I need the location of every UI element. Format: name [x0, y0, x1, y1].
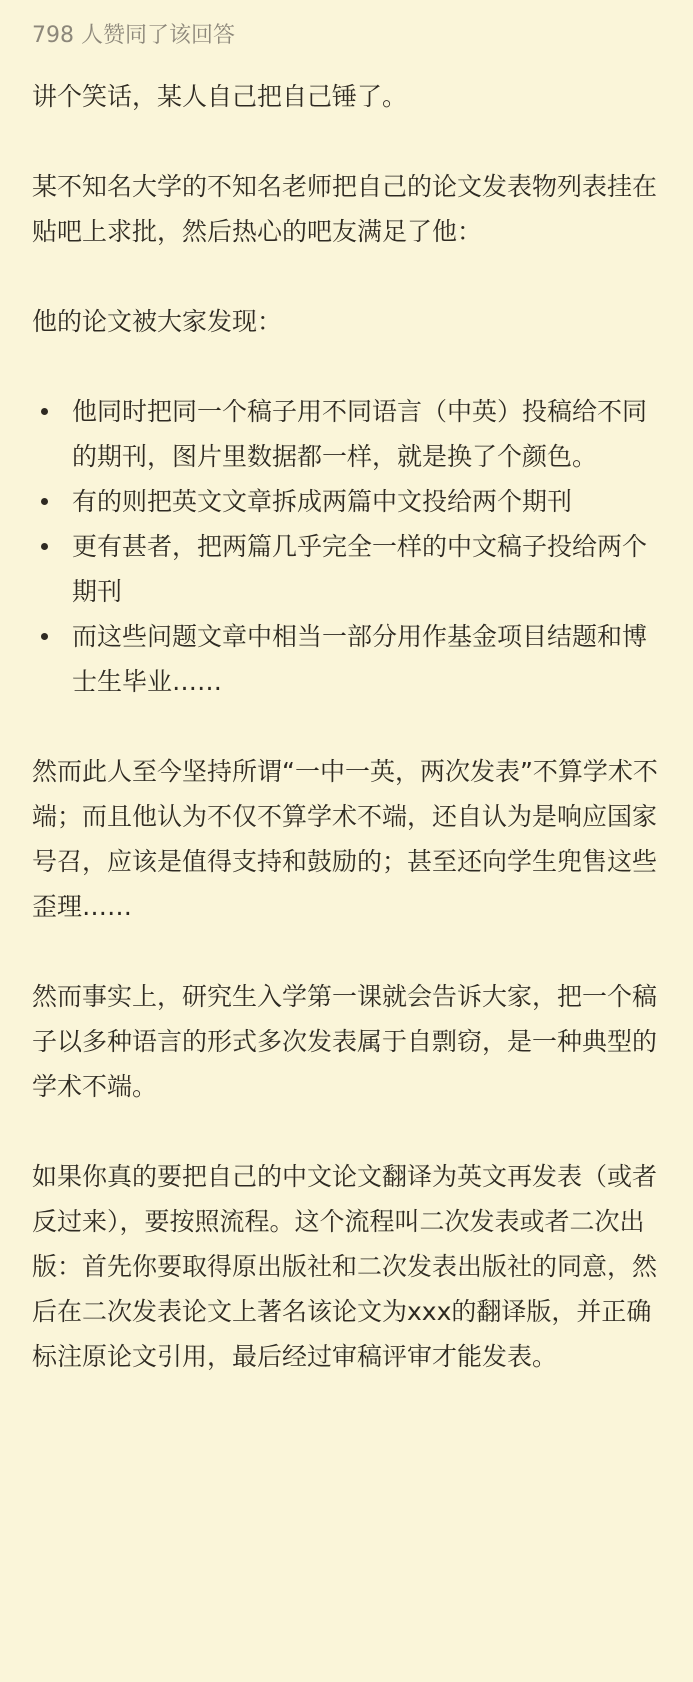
paragraph-context: 某不知名大学的不知名老师把自己的论文发表物列表挂在贴吧上求批，然后热心的吧友满足了他： [32, 172, 658, 246]
bullet-dot-icon [41, 408, 48, 415]
upvote-count: 798 人赞同了该回答 [32, 23, 235, 48]
list-item-text: 有的则把英文文章拆成两篇中文投给两个期刊 [72, 487, 573, 516]
list-item [32, 614, 665, 704]
paragraph-findings-lead: 他的论文被大家发现： [32, 307, 283, 336]
bullet-dot-icon [41, 498, 48, 505]
list-item-text: 而这些问题文章中相当一部分用作基金项目结题和博士生毕业…… [72, 622, 648, 696]
list-item [32, 524, 665, 614]
findings-list [32, 389, 665, 704]
list-item-text: 更有甚者，把两篇几乎完全一样的中文稿子投给两个期刊 [72, 532, 648, 606]
bullet-dot-icon [41, 543, 48, 550]
list-item [32, 389, 665, 479]
paragraph-procedure: 如果你真的要把自己的中文论文翻译为英文再发表（或者反过来），要按照流程。这个流程叫二次发表或者二次出版：首先你要取得原出版社和二次发表出版社的同意，然后在二次发表论文上著名该论文为xxx的翻译版，并正确标注原论文引用，最后经过审稿评审才能发表。 [32, 1162, 658, 1371]
paragraph-intro: 讲个笑话，某人自己把自己锤了。 [32, 82, 408, 111]
list-item [32, 479, 665, 524]
paragraph-stance: 然而此人至今坚持所谓“一中一英，两次发表”不算学术不端；而且他认为不仅不算学术不端，还自认为是响应国家号召，应该是值得支持和鼓励的；甚至还向学生兜售这些歪理…… [32, 757, 658, 921]
list-item-text: 他同时把同一个稿子用不同语言（中英）投稿给不同的期刊，图片里数据都一样，就是换了个颜色。 [72, 397, 648, 471]
bullet-dot-icon [41, 633, 48, 640]
paragraph-fact: 然而事实上，研究生入学第一课就会告诉大家，把一个稿子以多种语言的形式多次发表属于自剽窃，是一种典型的学术不端。 [32, 982, 658, 1101]
